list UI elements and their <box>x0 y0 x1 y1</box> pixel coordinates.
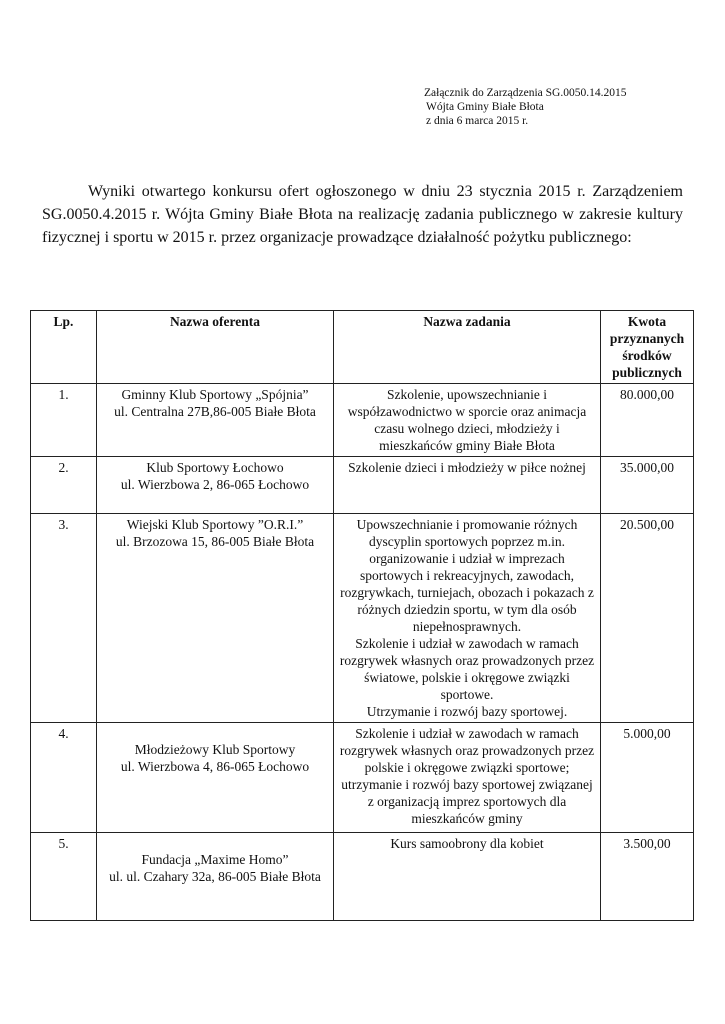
header-name: Nazwa oferenta <box>97 311 334 384</box>
table-row <box>31 514 694 723</box>
row-task-line: Szkolenie, upowszechnianie i współzawodnictwo w sporcie oraz animacja czasu wolnego dzieci, młodzieży i mieszkańców gminy Białe Błota <box>347 387 587 453</box>
row-name-line: Gminny Klub Sportowy „Spójnia” <box>121 387 309 402</box>
attachment-line-3: z dnia 6 marca 2015 r. <box>426 115 529 127</box>
row-address-line: ul. Centralna 27B,86-005 Białe Błota <box>114 404 316 419</box>
row-task-line: Kurs samoobrony dla kobiet <box>390 836 544 851</box>
row-address-line: ul. Wierzbowa 4, 86-065 Łochowo <box>120 759 310 774</box>
header-task: Nazwa zadania <box>334 311 601 384</box>
row-name <box>97 514 334 723</box>
results-table <box>30 310 694 921</box>
row-name-line: Fundacja „Maxime Homo” <box>141 852 289 867</box>
row-task-line: Utrzymanie i rozwój bazy sportowej. <box>366 704 568 719</box>
row-name <box>97 457 334 514</box>
attachment-note <box>424 86 626 128</box>
row-name-line: Młodzieżowy Klub Sportowy <box>134 742 296 757</box>
row-task <box>334 723 601 833</box>
table-header-row <box>31 311 694 384</box>
row-lp: 5. <box>31 833 97 921</box>
row-task-line: Szkolenie i udział w zawodach w ramach rozgrywek własnych oraz prowadzonych przez polskie i okręgowe związki sportowe; utrzymanie i rozwój bazy sportowej związanej z organizacją imprez sportowych dla mieszkańców gminy <box>339 726 595 826</box>
row-amount: 5.000,00 <box>601 723 694 833</box>
row-lp: 4. <box>31 723 97 833</box>
row-amount: 20.500,00 <box>601 514 694 723</box>
row-lp: 1. <box>31 384 97 457</box>
table-row <box>31 833 694 921</box>
attachment-line-1: Załącznik do Zarządzenia SG.0050.14.2015 <box>424 87 627 99</box>
table-row <box>31 384 694 457</box>
table-row <box>31 457 694 514</box>
row-name-line: Wiejski Klub Sportowy ”O.R.I.” <box>126 517 304 532</box>
header-lp: Lp. <box>31 311 97 384</box>
intro-paragraph: Wyniki otwartego konkursu ofert ogłoszonego w dniu 23 stycznia 2015 r. Zarządzeniem SG.0050.4.2015 r. Wójta Gminy Białe Błota na realizację zadania publicznego w zakresie kultury fizycznej i sportu w 2015 r. przez organizacje prowadzące działalność pożytku publicznego: <box>42 183 683 246</box>
row-task-line: Szkolenie i udział w zawodach w ramach rozgrywek własnych oraz prowadzonych przez światowe, polskie i okręgowe związki sportowe. <box>339 636 595 702</box>
row-task <box>334 514 601 723</box>
table-row <box>31 723 694 833</box>
row-lp: 3. <box>31 514 97 723</box>
row-name <box>97 723 334 833</box>
row-task <box>334 384 601 457</box>
row-amount: 35.000,00 <box>601 457 694 514</box>
row-task-line: Szkolenie dzieci i młodzieży w piłce nożnej <box>348 460 586 475</box>
row-amount: 80.000,00 <box>601 384 694 457</box>
row-address-line: ul. ul. Czahary 32a, 86-005 Białe Błota <box>109 869 321 884</box>
attachment-line-2: Wójta Gminy Białe Błota <box>426 101 544 113</box>
row-address-line: ul. Brzozowa 15, 86-005 Białe Błota <box>115 534 315 549</box>
row-name <box>97 384 334 457</box>
row-lp: 2. <box>31 457 97 514</box>
row-task-line: Upowszechnianie i promowanie różnych dyscyplin sportowych poprzez m.in. organizowanie i udział w imprezach sportowych i rekreacyjnych, zawodach, rozgrywkach, turniejach, obozach i pokazach z różnych dziedzin sportu, w tym dla osób niepełnosprawnych. <box>340 517 594 634</box>
row-task <box>334 833 601 921</box>
row-task <box>334 457 601 514</box>
row-name-line: Klub Sportowy Łochowo <box>146 460 284 475</box>
header-amount: Kwota przyznanych środków publicznych <box>601 311 694 384</box>
row-name <box>97 833 334 921</box>
row-amount: 3.500,00 <box>601 833 694 921</box>
row-address-line: ul. Wierzbowa 2, 86-065 Łochowo <box>120 477 310 492</box>
